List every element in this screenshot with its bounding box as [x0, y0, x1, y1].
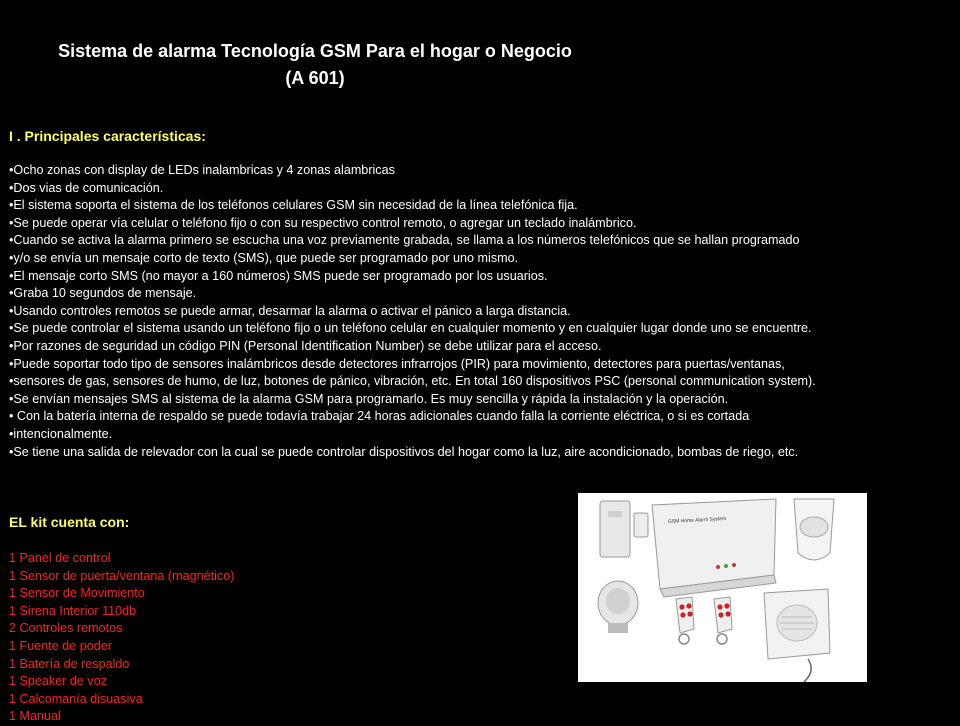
feature-item: •Dos vias de comunicación. [9, 180, 164, 195]
kit-heading: EL kit cuenta con: [9, 514, 130, 530]
feature-item: •Se tiene una salida de relevador con la cual se puede controlar dispositivos del hogar como la luz, aire acondicionado, bombas de riego, etc. [9, 444, 799, 459]
product-photo [578, 493, 867, 682]
siren-icon [598, 581, 638, 633]
kit-item: 1 Sensor de puerta/ventana (magnético) [9, 568, 235, 583]
alarm-kit-illustration [578, 493, 867, 682]
kit-item: 1 Sensor de Movimiento [9, 586, 145, 601]
feature-item: •sensores de gas, sensores de humo, de luz, botones de pánico, vibración, etc. En total 160 dispositivos PSC (personal communication system). [9, 374, 816, 389]
feature-item: •Puede soportar todo tipo de sensores inalámbricos desde detectores infrarrojos (PIR) para movimiento, detectores para puertas/ventanas, [9, 356, 785, 371]
kit-item: 1 Manual [9, 709, 61, 724]
motion-sensor-icon [794, 499, 834, 560]
features-heading: I . Principales características: [9, 128, 206, 144]
kit-list [9, 550, 234, 726]
title-line-2: (A 601) [285, 68, 345, 88]
kit-item: 1 Batería de respaldo [9, 656, 130, 671]
remote-control-icon [714, 597, 732, 644]
feature-item: •Por razones de seguridad un código PIN (Personal Identification Number) se debe utilizar para el acceso. [9, 338, 602, 353]
kit-item: 2 Controles remotos [9, 621, 123, 636]
kit-item: 1 Speaker de voz [9, 674, 108, 689]
kit-item: 1 Fuente de poder [9, 638, 112, 653]
feature-item: •El sistema soporta el sistema de los teléfonos celulares GSM sin necesidad de la línea telefónica fija. [9, 198, 578, 213]
speaker-icon [764, 589, 830, 682]
feature-item: •Se puede operar vía celular o teléfono fijo o con su respectivo control remoto, o agregar un teclado inalámbrico. [9, 215, 637, 230]
door-sensor-icon [600, 501, 648, 557]
panel-label: GSM Home Alarm System [667, 515, 727, 525]
kit-item: 1 Calcomanía disuasiva [9, 691, 143, 706]
kit-item: 1 Panel de control [9, 551, 111, 565]
kit-item: 1 Sirena Interior 110db [9, 603, 137, 618]
feature-item: •Se envían mensajes SMS al sistema de la alarma GSM para programarlo. Es muy sencilla y rápida la instalación y la operación. [9, 391, 729, 406]
feature-item: •Se puede controlar el sistema usando un teléfono fijo o un teléfono celular en cualquier momento y en cualquier lugar donde uno se encuentre. [9, 321, 812, 336]
feature-item: •Graba 10 segundos de mensaje. [9, 286, 197, 301]
feature-item: •Usando controles remotos se puede armar, desarmar la alarma o activar el pánico a larga distancia. [9, 303, 571, 318]
feature-item: •y/o se envía un mensaje corto de texto (SMS), que puede ser programado por uno mismo. [9, 250, 519, 265]
page-title [0, 38, 630, 92]
feature-item: •Ocho zonas con display de LEDs inalambricas y 4 zonas alambricas [9, 163, 395, 177]
feature-item: •intencionalmente. [9, 426, 113, 441]
features-list [9, 162, 931, 461]
feature-item: •Cuando se activa la alarma primero se escucha una voz previamente grabada, se llama a los números telefónicos que se hallan programado [9, 233, 800, 248]
title-line-1: Sistema de alarma Tecnología GSM Para el hogar o Negocio [58, 41, 572, 61]
remote-control-icon [676, 597, 694, 644]
feature-item: • Con la batería interna de respaldo se puede todavía trabajar 24 horas adicionales cuando falla la corriente eléctrica, o si es cortada [9, 409, 750, 424]
control-panel-icon [652, 499, 776, 597]
feature-item: •El mensaje corto SMS (no mayor a 160 números) SMS puede ser programado por los usuarios. [9, 268, 548, 283]
